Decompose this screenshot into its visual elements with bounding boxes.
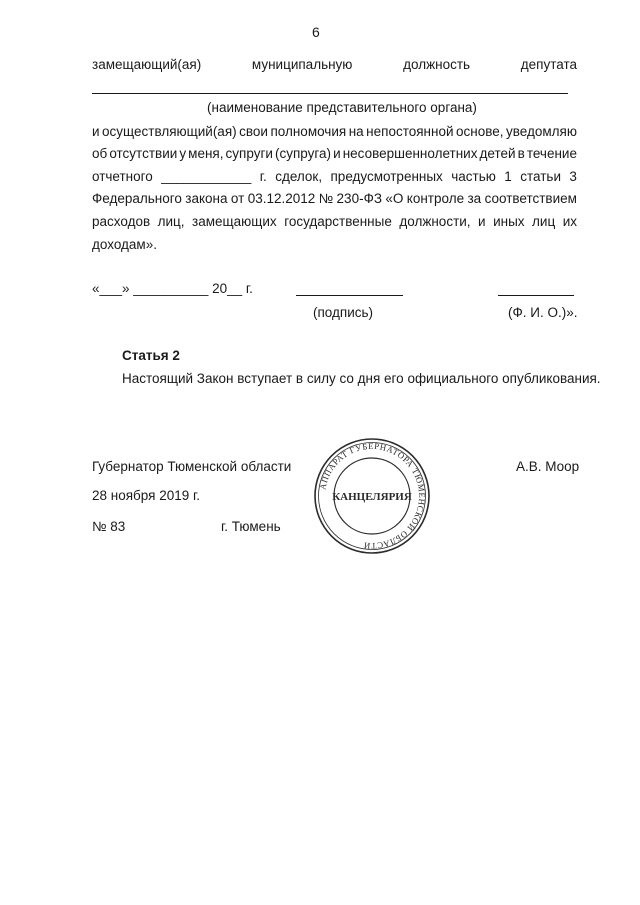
word: об (92, 146, 108, 161)
word: 1 (504, 169, 512, 184)
word: 3 (569, 169, 577, 184)
article-title: Статья 2 (122, 348, 180, 363)
word: лиц, (157, 214, 185, 229)
word: 03.12.2012 (247, 191, 316, 206)
word: свои (239, 124, 268, 139)
governor-title: Губернатор Тюменской области (92, 459, 292, 474)
header-row (92, 57, 577, 72)
official-stamp (312, 436, 432, 556)
article-text: Настоящий Закон вступает в силу со дня его официального опубликования. (122, 371, 601, 386)
word: детей (479, 146, 516, 161)
body-line-1 (92, 124, 577, 139)
word: полномочия (270, 124, 347, 139)
signature-line (296, 295, 403, 296)
word: осуществляющий(ая) (102, 124, 237, 139)
word: предусмотренных (330, 169, 443, 184)
word: закона (185, 191, 228, 206)
word: у (179, 146, 187, 161)
word: ____________ (161, 169, 252, 184)
signature-caption: (подпись) (313, 305, 374, 320)
word: и (333, 146, 341, 161)
header-word: муниципальную (251, 57, 353, 72)
word: меня, (188, 146, 224, 161)
word: Федерального (92, 191, 182, 206)
word: государственные (284, 214, 392, 229)
word: контроле (406, 191, 465, 206)
word: и (478, 214, 486, 229)
word: расходов (92, 214, 151, 229)
body-line-3 (92, 169, 577, 184)
word: непостоянной (366, 124, 454, 139)
word: соответствием (484, 191, 577, 206)
word: (супруга) (274, 146, 332, 161)
body-line-5 (92, 214, 577, 229)
governor-name: А.В. Моор (516, 459, 580, 474)
word: на (348, 124, 364, 139)
word: иных (493, 214, 525, 229)
body-line-4 (92, 191, 577, 206)
sign-date: 28 ноября 2019 г. (92, 488, 200, 503)
word: отсутствии (109, 146, 178, 161)
word: и (92, 124, 100, 139)
law-number: № 83 (92, 519, 126, 534)
word: частью (451, 169, 496, 184)
stamp-center-text: КАНЦЕЛЯРИЯ (332, 491, 412, 503)
organ-fill-line (92, 93, 568, 94)
date-line: «___» __________ 20__ г. (92, 281, 253, 296)
word: их (562, 214, 577, 229)
word: замещающих (192, 214, 277, 229)
fio-line (498, 295, 574, 296)
word: в (517, 146, 525, 161)
fio-caption: (Ф. И. О.)». (508, 305, 578, 320)
word: г. (259, 169, 267, 184)
city: г. Тюмень (221, 519, 281, 534)
word: основе, (456, 124, 504, 139)
header-word: должность (403, 57, 471, 72)
word: лиц (532, 214, 556, 229)
stamp-ring-text: АППАРАТ ГУБЕРНАТОРА ТЮМЕНСКОЙ ОБЛАСТИ (317, 440, 428, 552)
word: течение (526, 146, 577, 161)
word: должности, (399, 214, 471, 229)
organ-caption: (наименование представительного органа) (207, 100, 477, 115)
body-last-line: доходам». (92, 237, 157, 252)
word: отчетного (92, 169, 153, 184)
word: статьи (520, 169, 561, 184)
word: супруги (225, 146, 273, 161)
header-word: замещающий(ая) (92, 57, 202, 72)
word: от (230, 191, 245, 206)
page-number: 6 (312, 24, 320, 40)
word: № (318, 191, 334, 206)
word: сделок, (275, 169, 323, 184)
word: уведомляю (506, 124, 577, 139)
word: 230-ФЗ (336, 191, 382, 206)
word: за (467, 191, 482, 206)
body-line-2 (92, 146, 577, 161)
word: «О (385, 191, 404, 206)
header-word: депутата (520, 57, 577, 72)
word: несовершеннолетних (342, 146, 478, 161)
